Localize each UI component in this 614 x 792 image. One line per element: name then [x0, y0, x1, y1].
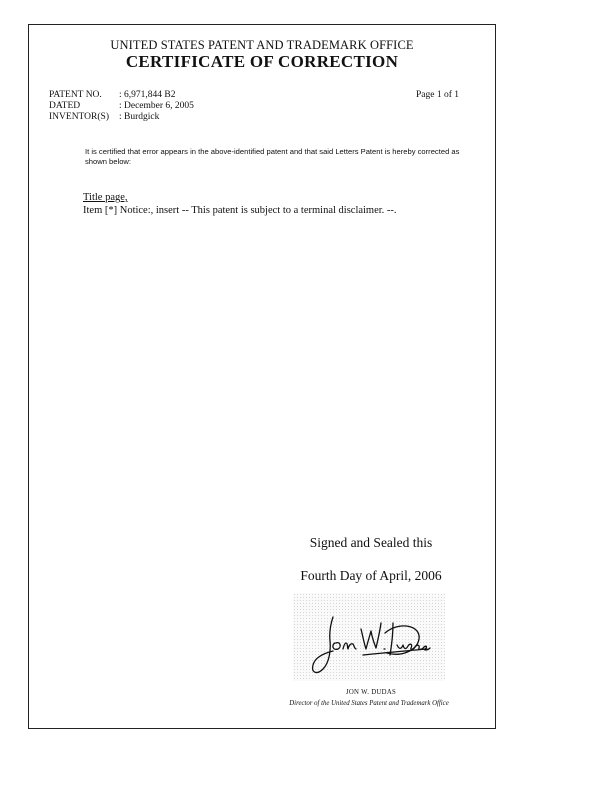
page-indicator: Page 1 of 1 — [415, 90, 459, 100]
inventors-value: : Burdgick — [119, 112, 160, 122]
signature-image — [293, 593, 445, 681]
inventors-row — [49, 112, 194, 123]
patent-number-row — [49, 90, 194, 101]
inventors-label: INVENTOR(S) — [49, 112, 109, 122]
dated-value: : December 6, 2005 — [119, 101, 194, 111]
handwritten-signature — [293, 593, 445, 681]
signer-name: JON W. DUDAS — [345, 689, 397, 696]
certification-statement: It is certified that error appears in the above-identified patent and that said Letters Patent is hereby corrected as shown below: — [85, 147, 460, 166]
certificate-page — [28, 24, 496, 729]
certificate-title: CERTIFICATE OF CORRECTION — [125, 52, 399, 71]
dated-row — [49, 101, 194, 112]
signed-sealed-line: Signed and Sealed this — [309, 535, 433, 550]
office-heading: UNITED STATES PATENT AND TRADEMARK OFFICE — [110, 38, 414, 52]
seal-date-line: Fourth Day of April, 2006 — [300, 568, 442, 583]
signer-title: Director of the United States Patent and Trademark Office — [289, 700, 449, 707]
dated-label: DATED — [49, 101, 81, 111]
patent-number-label: PATENT NO. — [49, 90, 102, 100]
patent-number-value: : 6,971,844 B2 — [119, 90, 176, 100]
patent-metadata — [49, 90, 194, 123]
correction-text: Item [*] Notice:, insert -- This patent is subject to a terminal disclaimer. --. — [83, 205, 397, 216]
section-heading: Title page, — [83, 192, 128, 203]
